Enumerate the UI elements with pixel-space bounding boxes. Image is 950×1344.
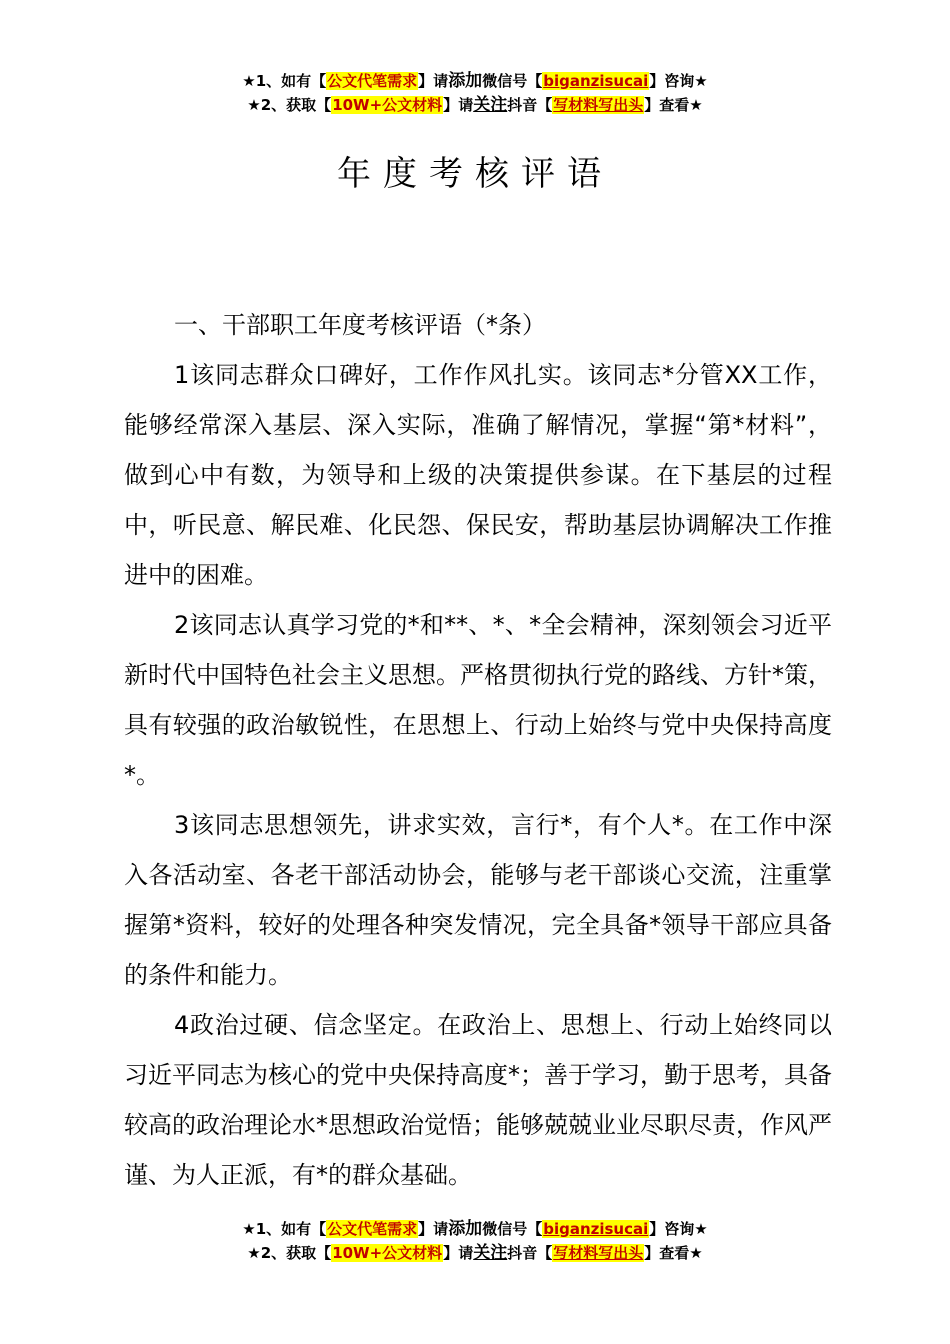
banner-text: 抖音【 — [507, 1244, 553, 1262]
banner-emphasis: 添加 — [448, 1219, 483, 1239]
banner-text: 】请 — [418, 1220, 449, 1238]
banner-line-1 — [0, 70, 950, 94]
banner-highlight: 公文代笔需求 — [327, 1220, 418, 1238]
banner-text: 微信号【 — [482, 1220, 543, 1238]
bottom-banner — [0, 1218, 950, 1266]
banner-text: ★2、获取【 — [247, 96, 332, 114]
banner-text: 】咨询★ — [649, 1220, 708, 1238]
banner-wechat-id: biganzisucai — [543, 1220, 649, 1238]
banner-text: 微信号【 — [482, 72, 543, 90]
banner-highlight: 10W+公文材料 — [332, 96, 443, 114]
banner-text: 】请 — [443, 96, 474, 114]
document-body — [124, 300, 832, 1200]
paragraph: 4政治过硬、信念坚定。在政治上、思想上、行动上始终同以习近平同志为核心的党中央保持高度*；善于学习，勤于思考，具备较高的政治理论水*思想政治觉悟；能够兢兢业业尽职尽责，作风严谨、为人正派，有*的群众基础。 — [124, 1011, 832, 1189]
banner-text: 】咨询★ — [649, 72, 708, 90]
banner-wechat-id: biganzisucai — [543, 72, 649, 90]
banner-highlight: 10W+公文材料 — [332, 1244, 443, 1262]
top-banner — [0, 70, 950, 118]
banner-text: 】查看★ — [644, 96, 703, 114]
banner-emphasis: 添加 — [448, 71, 483, 91]
banner-douyin-id: 写材料写出头 — [553, 96, 644, 114]
banner-text: ★2、获取【 — [247, 1244, 332, 1262]
banner-text: 】请 — [443, 1244, 474, 1262]
banner-text: 抖音【 — [507, 96, 553, 114]
banner-douyin-id: 写材料写出头 — [553, 1244, 644, 1262]
banner-emphasis: 关注 — [473, 95, 508, 115]
section-heading: 一、干部职工年度考核评语（*条） — [174, 311, 546, 339]
paragraph: 2该同志认真学习党的*和**、*、*全会精神，深刻领会习近平新时代中国特色社会主义思想。严格贯彻执行党的路线、方针*策，具有较强的政治敏锐性，在思想上、行动上始终与党中央保持高度*。 — [124, 611, 832, 789]
banner-text: ★1、如有【 — [242, 1220, 327, 1238]
banner-line-2 — [0, 94, 950, 118]
banner-line-2 — [0, 1242, 950, 1266]
banner-text: ★1、如有【 — [242, 72, 327, 90]
paragraph: 3该同志思想领先，讲求实效，言行*，有个人*。在工作中深入各活动室、各老干部活动协会，能够与老干部谈心交流，注重掌握第*资料，较好的处理各种突发情况，完全具备*领导干部应具备的条件和能力。 — [124, 811, 832, 989]
paragraph: 1该同志群众口碑好，工作作风扎实。该同志*分管XX工作，能够经常深入基层、深入实际，准确了解情况，掌握“第*材料”，做到心中有数，为领导和上级的决策提供参谋。在下基层的过程中，听民意、解民难、化民怨、保民安，帮助基层协调解决工作推进中的困难。 — [124, 361, 832, 589]
banner-text: 】请 — [418, 72, 449, 90]
page-title: 年度考核评语 — [337, 154, 613, 194]
banner-line-1 — [0, 1218, 950, 1242]
banner-emphasis: 关注 — [473, 1243, 508, 1263]
banner-text: 】查看★ — [644, 1244, 703, 1262]
banner-highlight: 公文代笔需求 — [327, 72, 418, 90]
